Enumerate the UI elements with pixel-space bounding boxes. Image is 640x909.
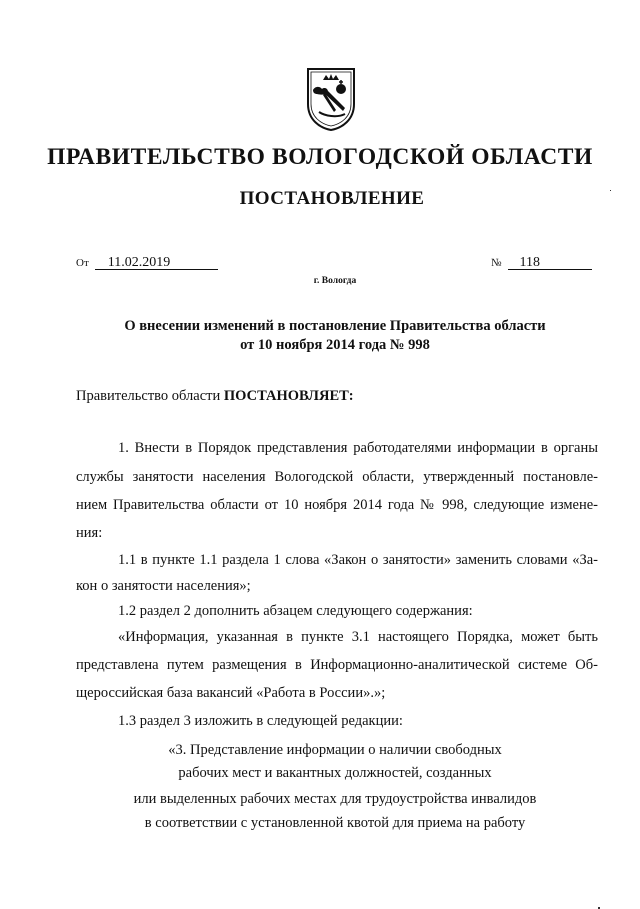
decree-line bbox=[76, 387, 354, 405]
section-heading-line: «3. Представление информации о наличии свободных bbox=[168, 742, 502, 758]
document-type: ПОСТАНОВЛЕНИЕ bbox=[239, 188, 425, 209]
body-line: ния: bbox=[76, 525, 103, 541]
city: г. Вологда bbox=[313, 276, 357, 286]
section-heading-line: или выделенных рабочих местах для трудоустройства инвалидов bbox=[133, 791, 537, 807]
date-prefix: От bbox=[76, 257, 89, 269]
number-value: 118 bbox=[508, 256, 592, 270]
coat-of-arms-icon bbox=[305, 66, 357, 132]
body-line: 1. Внести в Порядок представления работодателями информации в органы bbox=[118, 440, 598, 456]
date-value: 11.02.2019 bbox=[95, 256, 218, 270]
body-line: «Информация, указанная в пункте 3.1 настоящего Порядка, может быть bbox=[118, 629, 598, 645]
document-date bbox=[76, 256, 218, 270]
body-line: 1.1 в пункте 1.1 раздела 1 слова «Закон о занятости» заменить словами «За- bbox=[118, 552, 598, 568]
body-line: службы занятости населения Вологодской области, утвержденный постановле- bbox=[76, 469, 598, 485]
body-line: представлена путем размещения в Информационно-аналитической системе Об- bbox=[76, 657, 598, 673]
section-heading-line: рабочих мест и вакантных должностей, созданных bbox=[178, 765, 492, 781]
scan-speck bbox=[610, 190, 611, 191]
decree-lead: Правительство области bbox=[76, 388, 221, 404]
subject-line: от 10 ноября 2014 года № 998 bbox=[240, 337, 430, 353]
body-line: нием Правительства области от 10 ноября 2014 года № 998, следующие измене- bbox=[76, 497, 598, 513]
subject-line: О внесении изменений в постановление Правительства области bbox=[124, 318, 546, 334]
document-subject bbox=[0, 317, 640, 355]
body-line: 1.3 раздел 3 изложить в следующей редакции: bbox=[118, 713, 403, 729]
body-line: щероссийская база вакансий «Работа в России».»; bbox=[76, 685, 386, 701]
body-line: 1.2 раздел 2 дополнить абзацем следующего содержания: bbox=[118, 603, 473, 619]
document-number bbox=[491, 256, 592, 270]
government-title: ПРАВИТЕЛЬСТВО ВОЛОГОДСКОЙ ОБЛАСТИ bbox=[47, 144, 593, 170]
number-prefix: № bbox=[491, 257, 502, 269]
body-line: кон о занятости населения»; bbox=[76, 578, 251, 594]
decree-verb: ПОСТАНОВЛЯЕТ: bbox=[223, 388, 354, 404]
section-heading-line: в соответствии с установленной квотой для приема на работу bbox=[144, 815, 526, 831]
